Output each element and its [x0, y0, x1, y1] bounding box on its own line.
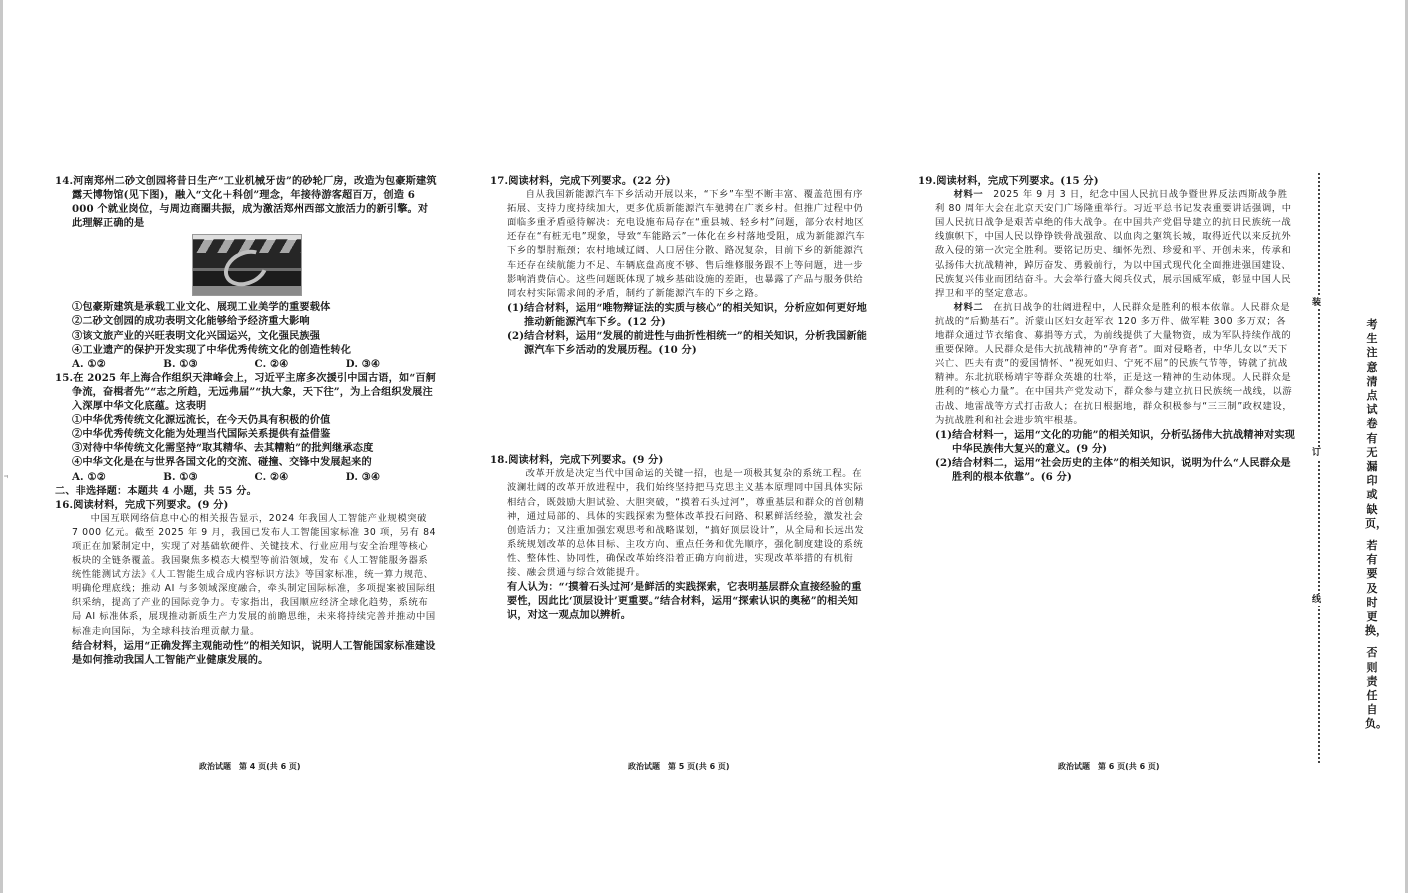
page-6-column: [918, 174, 1296, 484]
choice-a: A. ①②: [72, 357, 107, 370]
page-4-column: [55, 174, 437, 667]
scan-left-edge: [0, 0, 3, 893]
question-17-sub-2: (2)结合材料，运用“发展的前进性与曲折性相统一”的相关知识，分析我国新能源汽车下乡活动的发展历程。(10 分): [507, 330, 867, 357]
bauhaus-museum-photo: [192, 234, 302, 296]
section-two-heading: 二、非选择题：本题共 4 小题，共 55 分。: [55, 484, 257, 497]
page-5-footer: 政治试题 第 5 页(共 6 页): [628, 762, 730, 771]
binding-mark-zhuang: 装: [1312, 298, 1322, 308]
question-17-material: 自从我国新能源汽车下乡活动开展以来，“下乡”车型不断丰富、覆盖范围有序拓展、支持力度持续加大，更多优质新能源汽车驰骋在广袤乡村。但推广过程中仍面临多重矛盾亟待解决：充电设施布局存在“重县城、轻乡村”问题，部分农村地区还存在“有桩无电”现象，导致“车能路云”一体化在乡村落地受阻，成为新能源汽车下乡的掣肘瓶颈；农村地域辽阔、人口居住分散、路况复杂，目前下乡的新能源汽车还存在续航能力不足、车辆底盘高度不够、售后维修服务跟不上等问题，进一步影响消费信心。这些问题既体现了城乡基础设施的差距，也暴露了产品与服务供给同农村实际需求间的矛盾，制约了新能源汽车的下乡之路。: [507, 189, 866, 299]
question-19-material-1: 材料一 2025 年 9 月 3 日，纪念中国人民抗日战争暨世界反法西斯战争胜利 80 周年大会在北京天安门广场隆重举行。习近平总书记发表重要讲话强调，中国人民抗日战争是艰苦卓绝的伟大战争。在中国共产党倡导建立的抗日民族统一战线旗帜下，中国人民以铮铮铁骨战强敌、以血肉之躯筑长城，取得近代以来反抗外敌入侵的第一次完全胜利。要铭记历史、缅怀先烈、珍爱和平、开创未来，传承和弘扬伟大抗战精神，踔厉奋发、勇毅前行，为以中国式现代化全面推进强国建设、民族复兴伟业而团结奋斗。大会举行盛大阅兵仪式，展示国威军威，彰显中国人民捍卫和平的坚定意志。: [935, 189, 1292, 299]
question-15-option-2: ②中华优秀传统文化能为处理当代国际关系提供有益借鉴: [72, 428, 331, 441]
question-15-option-1: ①中华优秀传统文化源远流长，在今天仍具有积极的价值: [72, 414, 331, 427]
binding-dotted-line: [1318, 173, 1320, 763]
choice-d: D. ③④: [345, 357, 381, 370]
question-18-material: 改革开放是决定当代中国命运的关键一招，也是一项极其复杂的系统工程。在波澜壮阔的改革开放进程中，我们始终坚持把马克思主义基本原理同中国具体实际相结合，既鼓励大胆试验、大胆突破，“摸着石头过河”，尊重基层和群众的首创精神，通过局部的、具体的实践探索为整体改革投石问路、积累鲜活经验，激发社会创造活力；又注重加强宏观思考和战略谋划，“搞好顶层设计”，从全局和长远出发系统规划改革的总体目标、主攻方向、重点任务和优先顺序，强化制度建设的系统性、整体性、协同性，确保改革始终沿着正确方向前进，实现改革举措的有机衔接、融会贯通与综合效能提升。: [507, 468, 865, 578]
question-14-option-3: ③该文旅产业的兴旺表明文化兴国运兴，文化强民族强: [72, 329, 321, 342]
choice-b: B. ①③: [163, 357, 198, 370]
question-14-stem: 14.河南郑州二砂文创园将昔日生产“工业机械牙齿”的砂轮厂房，改造为包豪斯建筑露天博物馆(见下图)，融入“文化＋科创”理念，年接待游客超百万，创造 6 000 个就业岗位，与周边商圈共振，成为激活郑州西部文旅活力的新引擎。对此理解正确的是: [55, 175, 437, 230]
question-14-option-4: ④工业遗产的保护开发实现了中华优秀传统文化的创造性转化: [72, 343, 352, 356]
choice-b: B. ①③: [163, 470, 198, 483]
question-14-option-1: ①包豪斯建筑是承载工业文化、展现工业美学的重要载体: [72, 301, 331, 314]
question-19-material-2: 材料二 在抗日战争的壮阔进程中，人民群众是胜利的根本依靠。人民群众是抗战的“后勤基石”。沂蒙山区妇女赶军衣 120 多万件、做军鞋 300 多万双；各地群众通过节衣缩食、募捐等方式，为前线提供了大量物资，成为军队持续作战的重要保障。人民群众是伟大抗战精神的“孕育者”。面对侵略者，中华儿女以“天下兴亡、匹夫有责”的爱国情怀、“视死如归、宁死不屈”的民族气节等，铸就了抗战精神。东北抗联杨靖宇等群众英雄的壮举，正是这一精神的生动体现。人民群众是胜利的“核心力量”。在中国共产党发动下，群众参与建立抗日民族统一战线，以游击战、地雷战等方式打击敌人；在抗日根据地，群众积极参与“三三制”政权建设，为抗战胜利和社会进步筑牢根基。: [935, 301, 1293, 426]
question-14-image: [192, 234, 302, 296]
question-16-material: 中国互联网络信息中心的相关报告显示，2024 年我国人工智能产业规模突破 7 000 亿元。截至 2025 年 9 月，我国已发布人工智能国家标准 30 项，另有 84 项正在加紧制定中，实现了对基础软硬件、关键技术、行业应用与安全治理等核心板块的全链条覆盖。我国聚焦多模态大模型等前沿领域，发布《人工智能服务器系统性能测试方法》《人工智能生成合成内容标识方法》等国家标准，统一算力规范、明确伦理底线；推动 AI 与多领域深度融合，牵头制定国际标准，多项提案被国际组织采纳，提高了产业的国际竞争力。专家指出，我国顺应经济全球化趋势，系统布局 AI 标准体系，展现推动新质生产力发展的前瞻思维，未来将持续完善并推动中国标准走向国际，为全球科技治理贡献力量。: [72, 512, 437, 637]
question-16-task: 结合材料，运用“正确发挥主观能动性”的相关知识，说明人工智能国家标准建设是如何推动我国人工智能产业健康发展的。: [72, 639, 436, 666]
choice-a: A. ①②: [72, 470, 107, 483]
question-15-option-3: ③对待中华传统文化需坚持“取其精华、去其糟粕”的批判继承态度: [72, 442, 374, 455]
question-17-sub-1: (1)结合材料，运用“唯物辩证法的实质与核心”的相关知识，分析应如何更好地推动新能源汽车下乡。(12 分): [507, 301, 867, 328]
question-18-task: 有人认为：“‘摸着石头过河’是鲜活的实践探索，它表明基层群众直接经验的重要性，因此比‘顶层设计’更重要。”结合材料，运用“探索认识的奥秘”的相关知识，对这一观点加以辨析。: [507, 581, 862, 622]
stray-mark: ㅋ: [3, 474, 9, 481]
choice-c: C. ②④: [254, 470, 289, 483]
material-2-label: 材料二: [953, 301, 984, 313]
question-15-option-4: ④中华文化是在与世界各国文化的交流、碰撞、交锋中发展起来的: [72, 456, 372, 469]
answer-space: [490, 357, 870, 453]
material-1-label: 材料一: [953, 189, 984, 201]
question-14-choices: [55, 357, 437, 371]
binding-mark-ding: 订: [1312, 448, 1322, 458]
binding-mark-xian: 线: [1312, 595, 1322, 605]
page-5-column: [490, 174, 870, 622]
question-15-choices: [55, 470, 437, 484]
question-18-head: 18.阅读材料，完成下列要求。(9 分): [490, 454, 664, 467]
question-15-stem: 15.在 2025 年上海合作组织天津峰会上，习近平主席多次援引中国古语，如“百舸争流，奋楫者先”“志之所趋，无远弗届”“执大象，天下往”，为上合组织发展注入深厚中华文化底蕴。这表明: [55, 371, 437, 413]
page-6-footer: 政治试题 第 6 页(共 6 页): [1058, 762, 1160, 771]
choice-d: D. ③④: [345, 470, 381, 483]
binding-notice: 考生注意清点试卷有无漏印或缺页， 若有要及时更换， 否则责任自负。: [1365, 318, 1387, 731]
page-4-footer: 政治试题 第 4 页(共 6 页): [199, 762, 301, 771]
choice-c: C. ②④: [254, 357, 289, 370]
question-19-head: 19.阅读材料，完成下列要求。(15 分): [918, 175, 1099, 187]
question-14-option-2: ②二砂文创园的成功表明文化能够给予经济重大影响: [72, 315, 310, 328]
question-19-sub-2: (2)结合材料二，运用“社会历史的主体”的相关知识，说明为什么“人民群众是胜利的根本依靠”。(6 分): [935, 456, 1291, 483]
question-16-head: 16.阅读材料，完成下列要求。(9 分): [55, 498, 229, 511]
question-17-head: 17.阅读材料，完成下列要求。(22 分): [490, 175, 671, 187]
question-19-sub-1: (1)结合材料一，运用“文化的功能”的相关知识，分析弘扬伟大抗战精神对实现中华民族伟大复兴的意义。(9 分): [935, 428, 1295, 455]
